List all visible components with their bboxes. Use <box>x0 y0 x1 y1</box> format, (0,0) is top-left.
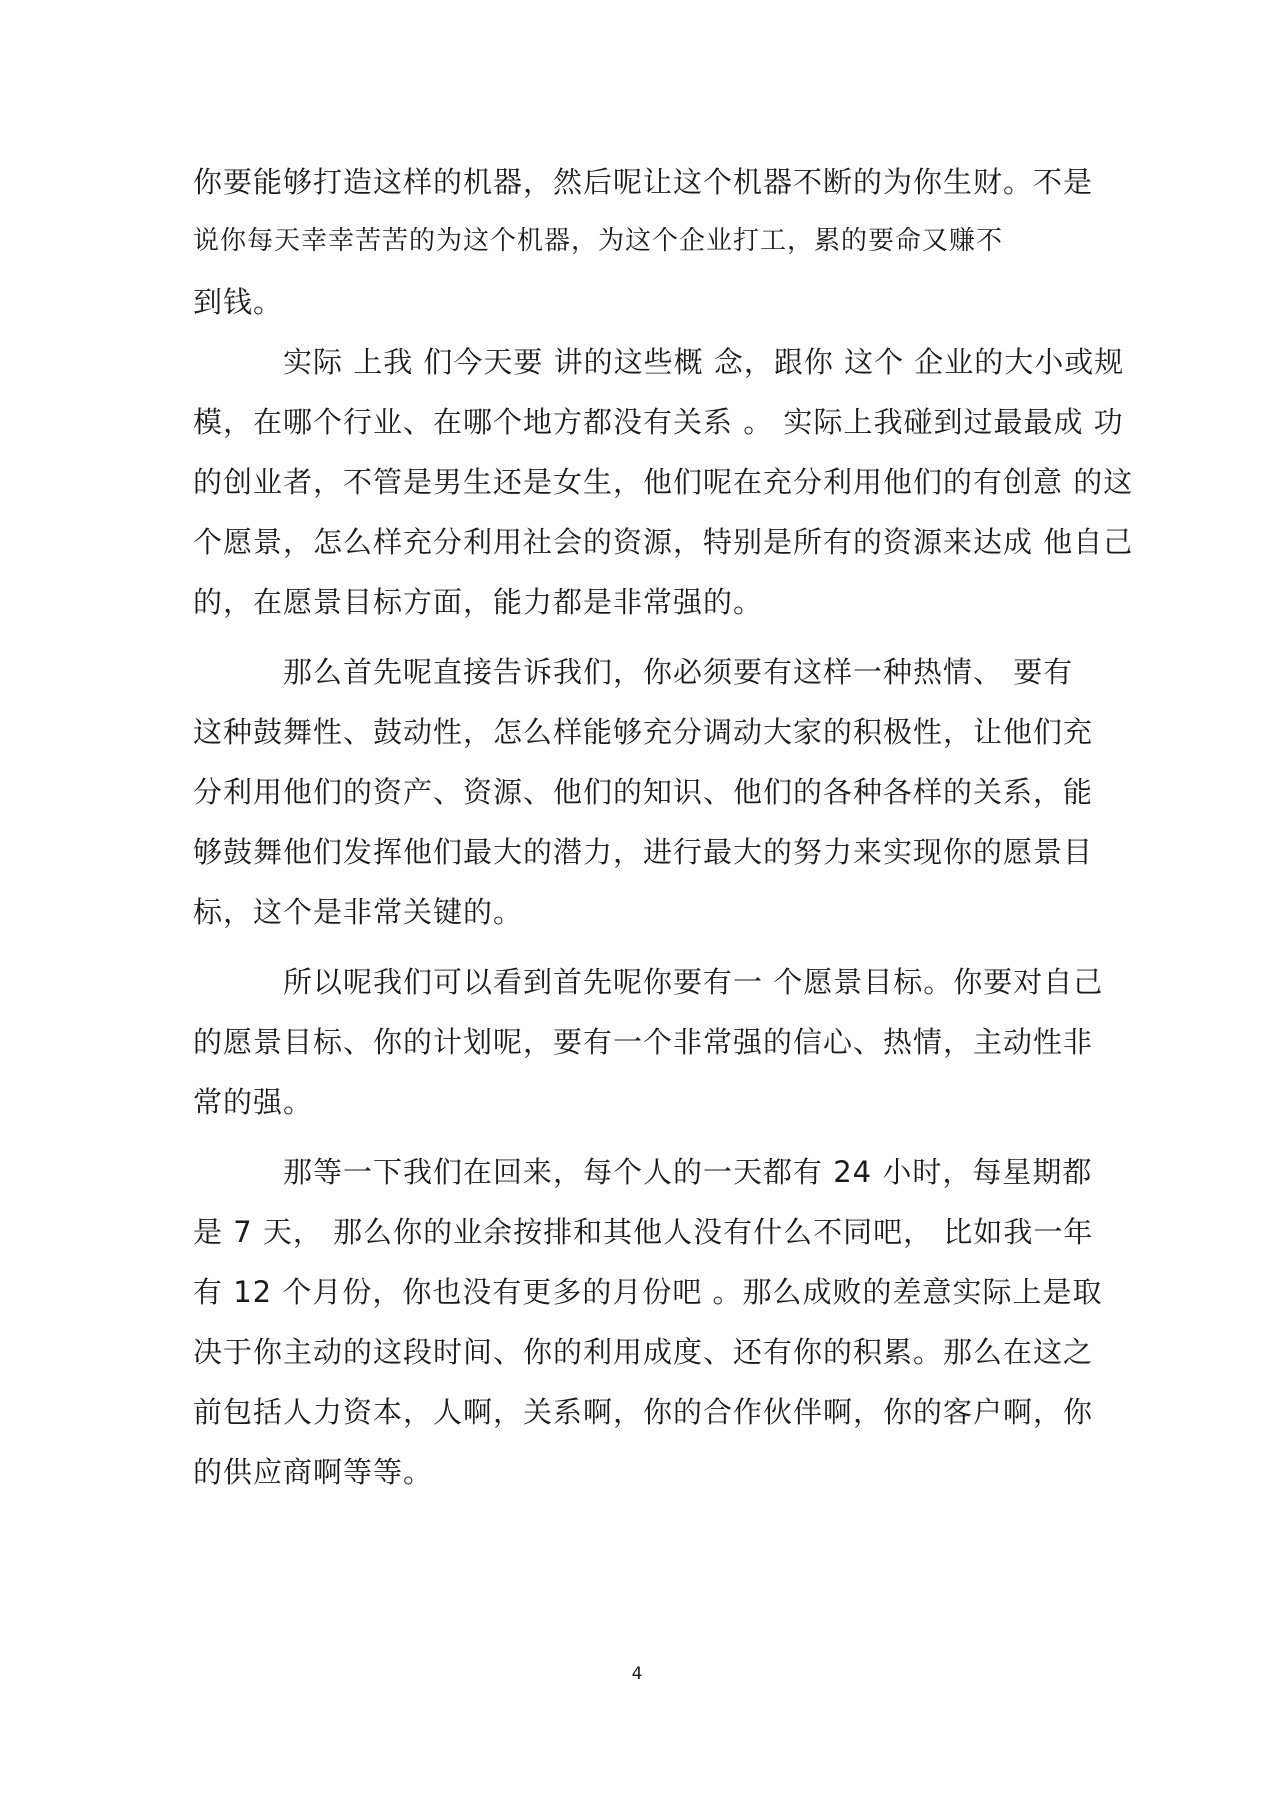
text-line: 是 7 天， 那么你的业余按排和其他人没有什么不同吧， 比如我一年 <box>193 1215 1094 1249</box>
page-number: 4 <box>631 1664 643 1684</box>
text-line: 那么首先呢直接告诉我们，你必须要有这样一种热情、 要有 <box>283 655 1074 689</box>
text-line: 常的强。 <box>193 1085 314 1119</box>
text-line: 所以呢我们可以看到首先呢你要有一 个愿景目标。你要对自己 <box>283 965 1104 999</box>
text-line: 的创业者，不管是男生还是女生，他们呢在充分利用他们的有创意 的这 <box>193 465 1134 499</box>
text-line: 实际 上我 们今天要 讲的这些概 念，跟你 这个 企业的大小或规 <box>283 345 1125 379</box>
text-line: 够鼓舞他们发挥他们最大的潜力，进行最大的努力来实现你的愿景目 <box>193 835 1094 869</box>
text-line: 前包括人力资本，人啊，关系啊，你的合作伙伴啊，你的客户啊，你 <box>193 1395 1094 1429</box>
text-line: 个愿景，怎么样充分利用社会的资源，特别是所有的资源来达成 他自己 <box>193 525 1134 559</box>
text-line: 有 12 个月份，你也没有更多的月份吧 。那么成败的差意实际上是取 <box>193 1275 1103 1309</box>
text-line: 的愿景目标、你的计划呢，要有一个非常强的信心、热情，主动性非 <box>193 1025 1094 1059</box>
text-line: 模，在哪个行业、在哪个地方都没有关系 。 实际上我碰到过最最成 功 <box>193 405 1124 439</box>
text-line: 那等一下我们在回来，每个人的一天都有 24 小时，每星期都 <box>283 1155 1093 1189</box>
text-line: 的，在愿景目标方面，能力都是非常强的。 <box>193 585 764 619</box>
text-line: 分利用他们的资产、资源、他们的知识、他们的各种各样的关系，能 <box>193 775 1094 809</box>
text-line: 的供应商啊等等。 <box>193 1455 434 1489</box>
text-line: 你要能够打造这样的机器，然后呢让这个机器不断的为你生财。不是 <box>193 165 1094 199</box>
text-line: 到钱。 <box>193 285 284 319</box>
text-line: 决于你主动的这段时间、你的利用成度、还有你的积累。那么在这之 <box>193 1335 1094 1369</box>
text-line: 这种鼓舞性、鼓动性，怎么样能够充分调动大家的积极性，让他们充 <box>193 715 1094 749</box>
text-line: 说你每天幸幸苦苦的为这个机器，为这个企业打工，累的要命又赚不 <box>193 226 1004 256</box>
text-line: 标，这个是非常关键的。 <box>193 895 524 929</box>
